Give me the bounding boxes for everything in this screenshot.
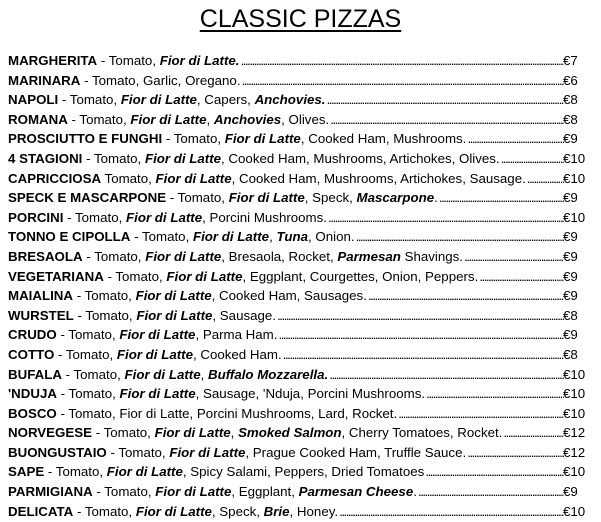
ingredient-text: , Speck,: [211, 503, 264, 519]
ingredient-highlight: Fior di Latte: [130, 111, 207, 127]
menu-item-description: [8, 482, 564, 502]
ingredient-highlight: Tuna: [276, 229, 308, 245]
ingredient-text: , Cooked Ham.: [192, 346, 282, 362]
menu-item: [8, 325, 597, 345]
menu-item: [8, 169, 597, 189]
pizza-name: SAPE: [8, 464, 45, 480]
ingredient-text: , Cherry Tomatoes, Rocket.: [341, 425, 503, 441]
menu-item-description: [8, 90, 564, 110]
ingredient-text: , Prague Cooked Ham, Truffle Sauce.: [245, 444, 467, 460]
ingredient-highlight: Fior di Latte: [228, 190, 305, 206]
menu-item: [8, 227, 597, 247]
menu-item: [8, 129, 597, 149]
ingredient-highlight: Fior di Latte: [135, 288, 212, 304]
ingredient-text: , Eggplant,: [231, 484, 299, 500]
pizza-price: €7: [563, 53, 578, 68]
ingredient-text: .: [413, 484, 417, 500]
pizza-name: WURSTEL: [8, 307, 74, 323]
pizza-price: €9: [563, 327, 578, 343]
pizza-name: VEGETARIANA: [8, 268, 104, 284]
pizza-price: €10: [563, 366, 586, 382]
ingredient-text: , Spicy Salami, Peppers, Dried Tomatoes: [182, 464, 425, 480]
pizza-price: €9: [563, 190, 578, 206]
menu-title: CLASSIC PIZZAS: [199, 5, 402, 33]
pizza-price: €10: [563, 386, 586, 402]
pizza-name: MARGHERITA: [8, 53, 98, 68]
pizza-name: PROSCIUTTO E FUNGHI: [8, 131, 163, 147]
ingredient-text: , Capers,: [196, 92, 255, 108]
ingredient-highlight: Parmesan Cheese: [298, 484, 414, 500]
ingredient-highlight: Brie: [263, 503, 290, 519]
ingredient-text: - Tomato,: [92, 484, 156, 500]
ingredient-text: - Tomato,: [54, 346, 117, 362]
ingredient-text: - Tomato,: [73, 503, 136, 519]
pizza-price: €8: [563, 346, 578, 362]
menu-item: [8, 404, 597, 424]
ingredient-text: - Tomato,: [103, 268, 167, 284]
menu-item-description: [8, 384, 564, 404]
pizza-price: €8: [563, 111, 578, 127]
pizza-name: BOSCO: [8, 405, 57, 421]
menu-item: [8, 149, 597, 169]
ingredient-highlight: Anchovies.: [254, 92, 326, 108]
menu-item: [8, 502, 597, 522]
pizza-name: DELICATA: [8, 503, 74, 519]
ingredient-highlight: Fior di Latte: [192, 229, 270, 245]
pizza-name: TONNO E CIPOLLA: [8, 229, 131, 245]
menu-item-description: [8, 227, 564, 247]
ingredient-highlight: Parmesan: [337, 248, 401, 264]
pizza-price: €10: [563, 170, 586, 186]
ingredient-text: - Tomato, Garlic, Oregano.: [80, 72, 241, 88]
pizza-price: €6: [563, 72, 578, 88]
pizza-price: €8: [563, 92, 578, 108]
menu-item-description: [8, 169, 564, 189]
ingredient-text: - Tomato,: [166, 190, 229, 206]
ingredient-highlight: Mascarpone: [356, 190, 435, 206]
ingredient-text: Shavings.: [400, 248, 463, 264]
ingredient-text: - Tomato,: [44, 464, 107, 480]
ingredient-text: , Parma Ham.: [195, 327, 278, 343]
ingredient-highlight: Fior di Latte.: [159, 53, 240, 68]
ingredient-text: - Tomato,: [130, 229, 193, 245]
pizza-price: €9: [563, 268, 578, 284]
ingredient-text: - Tomato, Fior di Latte, Porcini Mushrooms, Lard, Rocket.: [56, 405, 398, 421]
ingredient-text: - Tomato,: [82, 248, 146, 264]
ingredient-text: - Tomato,: [63, 209, 126, 225]
ingredient-highlight: Fior di Latte: [124, 366, 201, 382]
ingredient-text: - Tomato,: [97, 53, 160, 68]
menu-item: [8, 208, 597, 228]
ingredient-text: ,: [269, 229, 277, 245]
pizza-price: €9: [563, 131, 578, 147]
ingredient-highlight: Fior di Latte: [120, 92, 197, 108]
ingredient-text: - Tomato,: [82, 150, 145, 166]
menu-item: [8, 345, 597, 365]
menu-item: [8, 365, 597, 385]
menu-item: [8, 51, 597, 71]
ingredient-highlight: Fior di Latte: [155, 484, 232, 500]
pizza-price: €12: [563, 425, 586, 441]
pizza-name: BUFALA: [8, 366, 62, 382]
ingredient-text: , Cooked Ham, Mushrooms, Artichokes, Olives.: [221, 150, 500, 166]
ingredient-highlight: Fior di Latte: [119, 386, 196, 402]
ingredient-text: , Honey.: [289, 503, 339, 519]
ingredient-highlight: Fior di Latte: [135, 503, 212, 519]
ingredient-text: - Tomato,: [67, 111, 131, 127]
ingredient-highlight: Fior di Latte: [145, 248, 222, 264]
menu-item-description: [8, 51, 564, 71]
ingredient-highlight: Fior di Latte: [224, 131, 301, 147]
menu-item: [8, 443, 597, 463]
menu-item-description: [8, 267, 564, 287]
ingredient-highlight: Fior di Latte: [155, 170, 232, 186]
ingredient-highlight: Fior di Latte: [166, 268, 243, 284]
menu-item-description: [8, 365, 564, 385]
pizza-name: BUONGUSTAIO: [8, 444, 107, 460]
pizza-name: NORVEGESE: [8, 425, 92, 441]
ingredient-text: Tomato,: [101, 170, 156, 186]
ingredient-text: , Sausage, 'Nduja, Porcini Mushrooms.: [195, 386, 426, 402]
menu-item-description: [8, 462, 564, 482]
pizza-name: 4 STAGIONI: [8, 150, 83, 166]
menu-item-description: [8, 345, 564, 365]
ingredient-text: , Onion.: [307, 229, 355, 245]
ingredient-highlight: Fior di Latte: [126, 209, 203, 225]
ingredient-text: - Tomato,: [73, 307, 137, 323]
menu-item: [8, 423, 597, 443]
ingredient-text: , Speck,: [304, 190, 357, 206]
ingredient-text: ,: [230, 425, 239, 441]
pizza-name: 'NDUJA: [8, 386, 57, 402]
pizza-name: SPECK E MASCARPONE: [8, 190, 167, 206]
menu-item: [8, 306, 597, 326]
menu-item-description: [8, 423, 564, 443]
menu-item: [8, 90, 597, 110]
pizza-price: €9: [563, 288, 578, 304]
ingredient-highlight: Fior di Latte: [136, 307, 213, 323]
menu-item-description: [8, 188, 564, 208]
ingredient-text: , Olives.: [281, 111, 330, 127]
pizza-name: MARINARA: [8, 72, 81, 88]
pizza-price: €9: [563, 229, 578, 245]
ingredient-text: - Tomato,: [61, 366, 125, 382]
menu-item-description: [8, 443, 564, 463]
ingredient-highlight: Anchovies: [213, 111, 282, 127]
ingredient-highlight: Fior di Latte: [144, 150, 222, 166]
menu-item-description: [8, 306, 564, 326]
menu-item: [8, 482, 597, 502]
menu-item-description: [8, 404, 564, 424]
pizza-name: CRUDO: [8, 327, 57, 343]
pizza-price: €9: [563, 484, 578, 500]
menu-item-description: [8, 129, 564, 149]
pizza-price: €9: [563, 248, 578, 264]
pizza-name: COTTO: [8, 346, 55, 362]
pizza-price: €10: [563, 503, 586, 519]
ingredient-text: - Tomato,: [58, 92, 121, 108]
ingredient-text: , Eggplant, Courgettes, Onion, Peppers.: [242, 268, 479, 284]
pizza-name: CAPRICCIOSA: [8, 170, 102, 186]
menu-item: [8, 188, 597, 208]
pizza-name: BRESAOLA: [8, 248, 83, 264]
ingredient-text: , Sausage.: [212, 307, 276, 323]
menu-item: [8, 71, 597, 91]
menu-item-description: [8, 502, 564, 522]
menu-item: [8, 384, 597, 404]
pizza-name: ROMANA: [8, 111, 68, 127]
ingredient-text: , Cooked Ham, Mushrooms.: [300, 131, 467, 147]
pizza-name: NAPOLI: [8, 92, 59, 108]
pizza-price: €10: [563, 464, 586, 480]
ingredient-text: - Tomato,: [73, 288, 136, 304]
pizza-name: MAIALINA: [8, 288, 73, 304]
ingredient-text: - Tomato,: [106, 444, 170, 460]
ingredient-text: , Cooked Ham, Mushrooms, Artichokes, Sausage.: [231, 170, 526, 186]
pizza-price: €10: [563, 405, 586, 421]
ingredient-highlight: Fior di Latte: [106, 464, 183, 480]
menu-item-description: [8, 247, 564, 267]
pizza-menu-list: [8, 51, 597, 521]
ingredient-text: .: [434, 190, 438, 206]
menu-item-description: [8, 71, 564, 91]
menu-item-description: [8, 286, 564, 306]
menu-item: [8, 267, 597, 287]
ingredient-text: , Bresaola, Rocket,: [221, 248, 338, 264]
menu-item: [8, 247, 597, 267]
ingredient-highlight: Fior di Latte: [154, 425, 231, 441]
ingredient-text: - Tomato,: [56, 386, 120, 402]
menu-item: [8, 110, 597, 130]
pizza-price: €10: [563, 150, 586, 166]
ingredient-highlight: Buffalo Mozzarella.: [207, 366, 329, 382]
ingredient-text: - Tomato,: [56, 327, 120, 343]
ingredient-text: , Porcini Mushrooms.: [202, 209, 327, 225]
menu-item-description: [8, 325, 564, 345]
pizza-name: PORCINI: [8, 209, 64, 225]
ingredient-text: ,: [200, 366, 208, 382]
menu-item-description: [8, 110, 564, 130]
ingredient-text: - Tomato,: [92, 425, 155, 441]
ingredient-text: - Tomato,: [162, 131, 225, 147]
ingredient-highlight: Smoked Salmon: [238, 425, 342, 441]
ingredient-highlight: Fior di Latte: [119, 327, 196, 343]
ingredient-text: ,: [206, 111, 214, 127]
ingredient-highlight: Fior di Latte: [169, 444, 246, 460]
ingredient-highlight: Fior di Latte: [116, 346, 193, 362]
ingredient-text: , Cooked Ham, Sausages.: [211, 288, 367, 304]
pizza-price: €8: [563, 307, 578, 323]
menu-item: [8, 462, 597, 482]
pizza-name: PARMIGIANA: [8, 484, 93, 500]
menu-item: [8, 286, 597, 306]
pizza-price: €10: [563, 209, 586, 225]
pizza-price: €12: [563, 444, 586, 460]
menu-item-description: [8, 149, 564, 169]
menu-item-description: [8, 208, 564, 228]
